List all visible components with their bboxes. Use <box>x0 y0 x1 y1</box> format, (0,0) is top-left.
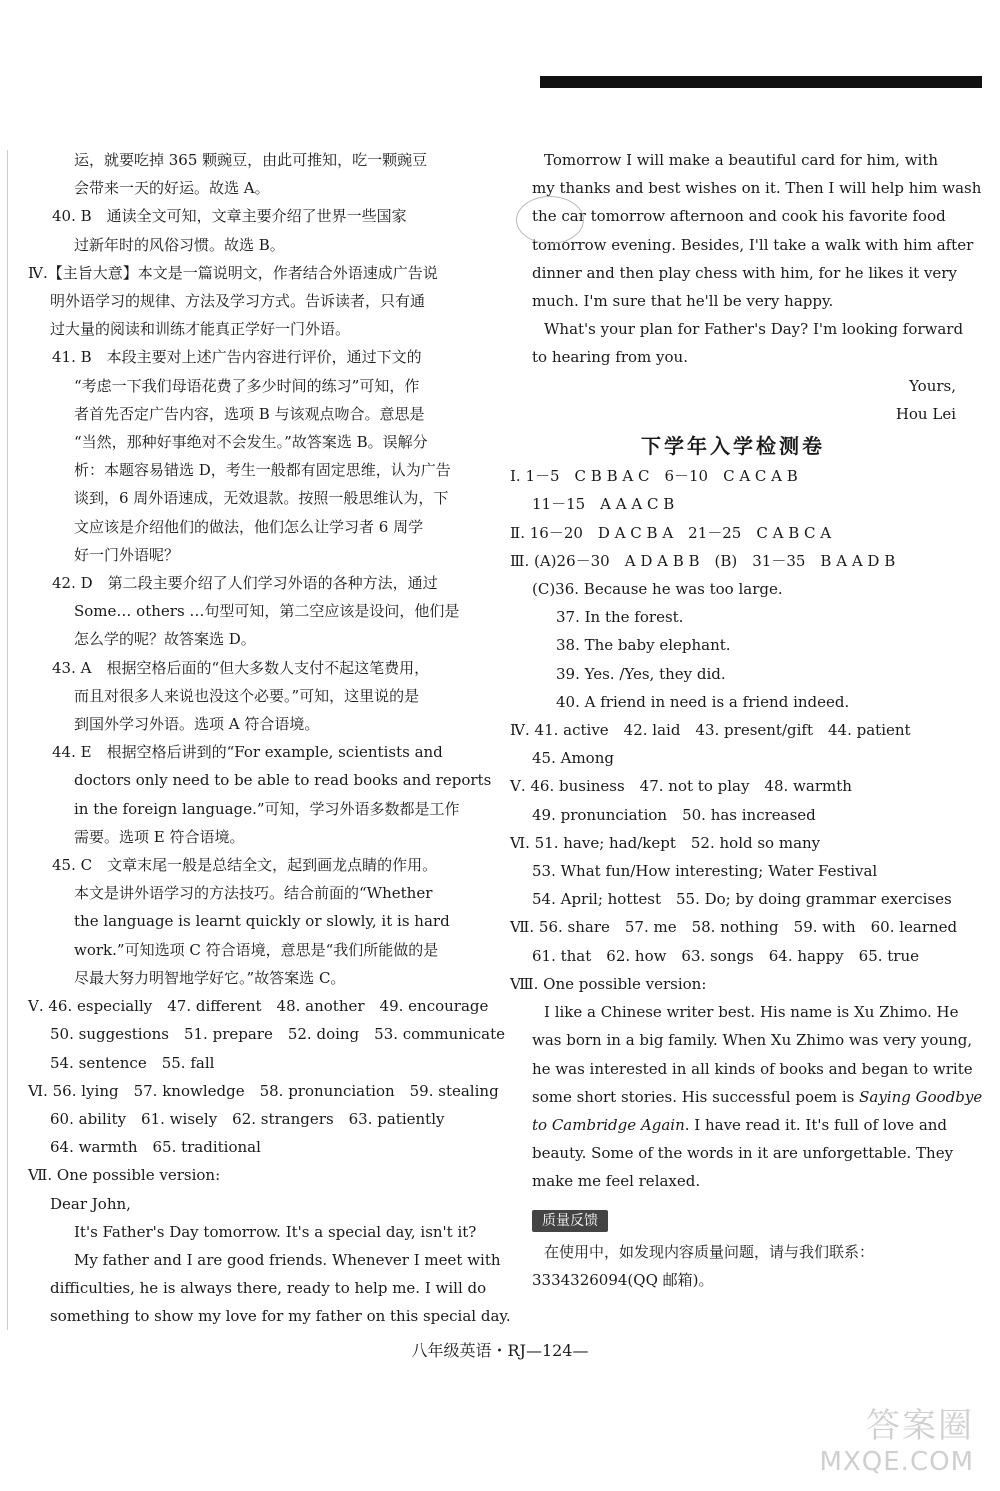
text-line <box>28 1020 506 1048</box>
section-title: 下学年入学检测卷 <box>641 434 825 459</box>
essay-line-text: make me feel relaxed. <box>532 1172 701 1191</box>
handwritten-stamp <box>516 196 584 244</box>
answer-line-text: Ⅵ. 51. have; had/kept 52. hold so many <box>510 833 821 852</box>
essay-line-text: was born in a big family. When Xu Zhimo was very young, <box>532 1031 973 1050</box>
text-line <box>28 202 480 230</box>
text-line-text: 过新年时的风俗习惯。故选 B。 <box>74 235 285 254</box>
text-line <box>28 372 480 400</box>
text-line-text: 过大量的阅读和训练才能真正学好一门外语。 <box>50 320 351 339</box>
text-line-text: 尽最大努力明智地学好它。”故答案选 C。 <box>74 968 346 987</box>
text-line-text: 而且对很多人来说也没这个必要。”可知，这里说的是 <box>74 686 420 705</box>
letter-line-text: to hearing from you. <box>532 348 688 367</box>
text-line <box>28 795 480 823</box>
text-line <box>28 597 480 625</box>
letter-line-text: my thanks and best wishes on it. Then I will help him wash <box>532 179 982 198</box>
letter-line <box>510 343 956 371</box>
answer-line-text: 49. pronunciation 50. has increased <box>532 805 816 824</box>
text-line <box>28 1274 487 1302</box>
answer-line-text: Ⅷ. One possible version: <box>510 974 707 993</box>
answer-line <box>510 970 956 998</box>
feedback-text: 在使用中，如发现内容质量问题，请与我们联系： <box>544 1242 875 1261</box>
text-line <box>28 400 480 428</box>
text-line <box>28 231 480 259</box>
answer-line <box>510 660 956 688</box>
essay-line-text: beauty. Some of the words in it are unforgettable. They <box>532 1144 954 1163</box>
answer-line-text: 54. April; hottest 55. Do; by doing grammar exercises <box>532 890 952 909</box>
text-line-text: in the foreign language.”可知，学习外语多数都是工作 <box>74 799 460 818</box>
text-line-text: 42. D 第二段主要介绍了人们学习外语的各种方法，通过 <box>52 574 438 593</box>
letter-line <box>510 174 982 202</box>
text-line-text: 60. ability 61. wisely 62. strangers 63. patiently <box>50 1109 445 1128</box>
text-line-text: 谈到，6 周外语速成，无效退款。按照一般思维认为，下 <box>74 489 449 508</box>
text-line-text: work.”可知选项 C 符合语境，意思是“我们所能做的是 <box>74 940 439 959</box>
text-line-text: 好一门外语呢？ <box>74 545 180 564</box>
answer-line-text: Ⅳ. 41. active 42. laid 43. present/gift 44. patient <box>510 721 911 740</box>
text-line-text: 54. sentence 55. fall <box>50 1053 215 1072</box>
watermark <box>820 1398 974 1477</box>
answer-line-text: 40. A friend in need is a friend indeed. <box>556 692 850 711</box>
text-line <box>28 569 480 597</box>
text-line <box>28 936 480 964</box>
text-line-text: It's Father's Day tomorrow. It's a special day, isn't it? <box>74 1222 477 1241</box>
letter-signature: Hou Lei <box>895 404 956 423</box>
text-line <box>28 625 480 653</box>
answer-line <box>510 772 956 800</box>
answer-line <box>510 885 956 913</box>
text-line-text: 本文是讲外语学习的方法技巧。结合前面的“Whether <box>74 884 433 903</box>
essay-line <box>510 1055 973 1083</box>
text-line <box>28 766 492 794</box>
text-line <box>28 710 480 738</box>
header-rule <box>540 76 982 88</box>
feedback-contact: 3334326094(QQ 邮箱)。 <box>532 1270 714 1289</box>
answer-line-text: Ⅱ. 16－20 D A C B A 21－25 C A B C A <box>510 523 832 542</box>
text-line-text: Ⅶ. One possible version: <box>28 1166 221 1185</box>
text-line-text: 需要。选项 E 符合语境。 <box>74 827 245 846</box>
text-line <box>28 1077 499 1105</box>
answer-line-text: 39. Yes. /Yes, they did. <box>556 664 726 683</box>
answer-line <box>510 744 956 772</box>
answer-line-text: 53. What fun/How interesting; Water Festival <box>532 862 878 881</box>
text-line <box>28 146 480 174</box>
answer-line <box>510 519 956 547</box>
answer-line-text: 37. In the forest. <box>556 608 684 627</box>
text-line <box>28 992 489 1020</box>
letter-line <box>510 259 956 287</box>
letter-line-text: dinner and then play chess with him, for he likes it very <box>532 263 957 282</box>
poem-title: to Cambridge Again <box>532 1115 685 1134</box>
text-line-text: difficulties, he is always there, ready to help me. I will do <box>50 1279 487 1298</box>
text-line-text: 41. B 本段主要对上述广告内容进行评价，通过下文的 <box>52 348 422 367</box>
text-line <box>28 1049 480 1077</box>
letter-line-text: much. I'm sure that he'll be very happy. <box>532 292 834 311</box>
text-line-text: 45. C 文章末尾一般是总结全文，起到画龙点睛的作用。 <box>52 856 438 875</box>
letter-line-text: the car tomorrow afternoon and cook his favorite food <box>532 207 946 226</box>
answer-line-text: 38. The baby elephant. <box>556 636 731 655</box>
text-line <box>28 682 480 710</box>
text-line <box>28 513 480 541</box>
text-line-text: 50. suggestions 51. prepare 52. doing 53. communicate <box>50 1025 506 1044</box>
text-line <box>28 1246 501 1274</box>
text-line-text: 析：本题容易错选 D，考生一般都有固定思维，认为广告 <box>74 461 451 480</box>
text-line <box>28 851 480 879</box>
answer-line <box>510 913 956 941</box>
letter-line <box>510 231 974 259</box>
text-line <box>28 343 480 371</box>
text-line <box>28 541 480 569</box>
answer-line <box>510 547 956 575</box>
watermark-top: 答案圈 <box>866 1406 974 1446</box>
essay-line <box>510 998 959 1026</box>
letter-line <box>510 315 964 343</box>
text-line-text: 明外语学习的规律、方法及学习方式。告诉读者，只有通 <box>50 292 426 311</box>
essay-line-text: he was interested in all kinds of books and began to write <box>532 1059 973 1078</box>
text-line <box>28 907 480 935</box>
text-line-text: 64. warmth 65. traditional <box>50 1138 261 1157</box>
text-line-text: “当然，那种好事绝对不会发生。”故答案选 B。误解分 <box>74 433 428 452</box>
answer-line <box>510 631 956 659</box>
answer-line <box>510 829 956 857</box>
text-line <box>28 174 480 202</box>
essay-line <box>510 1139 956 1167</box>
answer-key <box>510 462 956 998</box>
text-line-text: 40. B 通读全文可知，文章主要介绍了世界一些国家 <box>52 207 407 226</box>
letter-line-text: Tomorrow I will make a beautiful card for him, with <box>544 151 939 169</box>
answer-line-text: Ⅴ. 46. business 47. not to play 48. warmth <box>510 777 852 796</box>
text-line <box>28 738 480 766</box>
text-line <box>28 823 480 851</box>
answer-line-text: Ⅲ. (A)26－30 A D A B B (B) 31－35 B A A D B <box>510 551 896 570</box>
text-line <box>28 456 480 484</box>
text-line-text: 会带来一天的好运。故选 A。 <box>74 179 270 198</box>
answer-line <box>510 490 956 518</box>
answer-line <box>510 575 956 603</box>
answer-line <box>510 857 956 885</box>
text-line <box>28 287 480 315</box>
letter-line <box>510 287 956 315</box>
text-line-text: “考虑一下我们母语花费了多少时间的练习”可知，作 <box>74 376 420 395</box>
essay-line <box>510 1026 973 1054</box>
answer-line <box>510 716 956 744</box>
text-line-text: 文应该是介绍他们的做法，他们怎么让学习者 6 周学 <box>74 517 424 536</box>
text-line-text: 者首先否定广告内容，选项 B 与该观点吻合。意思是 <box>74 404 425 423</box>
letter-line-text: What's your plan for Father's Day? I'm looking forward <box>544 320 964 339</box>
text-line <box>28 1190 480 1218</box>
text-line <box>28 1105 480 1133</box>
text-line <box>28 1161 480 1189</box>
answer-line <box>510 603 956 631</box>
watermark-bottom: MXQE.COM <box>819 1447 974 1477</box>
answer-line-text: (C)36. Because he was too large. <box>532 580 783 599</box>
answer-line-text: 45. Among <box>532 749 614 768</box>
answer-line <box>510 942 956 970</box>
text-line <box>28 654 480 682</box>
answer-line-text: 11－15 A A A C B <box>532 495 675 514</box>
model-essay <box>510 998 983 1195</box>
text-line-text: My father and I are good friends. Whenever I meet with <box>74 1250 501 1269</box>
letter-line <box>510 146 956 174</box>
feedback-tag: 质量反馈 <box>532 1210 608 1232</box>
text-line <box>28 1218 480 1246</box>
letter-closing: Yours, <box>909 376 956 395</box>
margin-line <box>7 150 8 1330</box>
essay-line-text: some short stories. His successful poem is <box>532 1087 860 1106</box>
page-footer: 八年级英语・RJ—124— <box>411 1341 589 1360</box>
text-line <box>28 879 480 907</box>
text-line <box>28 964 480 992</box>
text-line-text: 44. E 根据空格后讲到的“For example, scientists and <box>52 743 443 762</box>
text-line <box>28 315 480 343</box>
text-line-text: something to show my love for my father on this special day. <box>50 1307 511 1326</box>
text-line <box>28 259 480 287</box>
text-line-text: 到国外学习外语。选项 A 符合语境。 <box>74 715 320 734</box>
essay-line-text: . I have read it. It's full of love and <box>684 1115 948 1134</box>
text-line-text: Dear John, <box>50 1194 131 1213</box>
text-line-text: 怎么学的呢？故答案选 D。 <box>74 630 256 649</box>
text-line-text: Ⅴ. 46. especially 47. different 48. another 49. encourage <box>28 997 489 1016</box>
text-line-text: doctors only need to be able to read books and reports <box>74 771 492 790</box>
answer-line-text: Ⅰ. 1－5 C B B A C 6－10 C A C A B <box>510 467 798 486</box>
text-line <box>28 428 480 456</box>
text-line-text: Ⅵ. 56. lying 57. knowledge 58. pronunciation 59. stealing <box>28 1081 499 1100</box>
answer-line-text: 61. that 62. how 63. songs 64. happy 65. true <box>532 946 920 965</box>
answer-line <box>510 462 956 490</box>
essay-line-text: I like a Chinese writer best. His name is Xu Zhimo. He <box>544 1003 959 1022</box>
text-line <box>28 1302 511 1330</box>
text-line <box>28 484 480 512</box>
left-column <box>28 146 511 1331</box>
poem-title: Saying Goodbye <box>859 1087 983 1106</box>
right-column <box>510 146 983 1294</box>
answer-line <box>510 801 956 829</box>
text-line <box>28 1133 480 1161</box>
answer-line-text: Ⅶ. 56. share 57. me 58. nothing 59. with 60. learned <box>510 918 958 937</box>
text-line-text: the language is learnt quickly or slowly, it is hard <box>74 912 450 931</box>
answer-line <box>510 688 956 716</box>
essay-line <box>510 1083 983 1111</box>
letter-line-text: tomorrow evening. Besides, I'll take a walk with him after <box>532 235 974 254</box>
text-line-text: 43. A 根据空格后面的“但大多数人支付不起这笔费用， <box>52 658 430 677</box>
text-line-text: 运，就要吃掉 365 颗豌豆，由此可推知，吃一颗豌豆 <box>74 151 428 169</box>
essay-line <box>510 1111 956 1139</box>
text-line-text: Ⅳ.【主旨大意】本文是一篇说明文，作者结合外语速成广告说 <box>28 263 438 282</box>
essay-line <box>510 1167 956 1195</box>
letter-body <box>510 146 982 372</box>
text-line-text: Some… others …句型可知，第二空应该是设问，他们是 <box>74 602 460 621</box>
